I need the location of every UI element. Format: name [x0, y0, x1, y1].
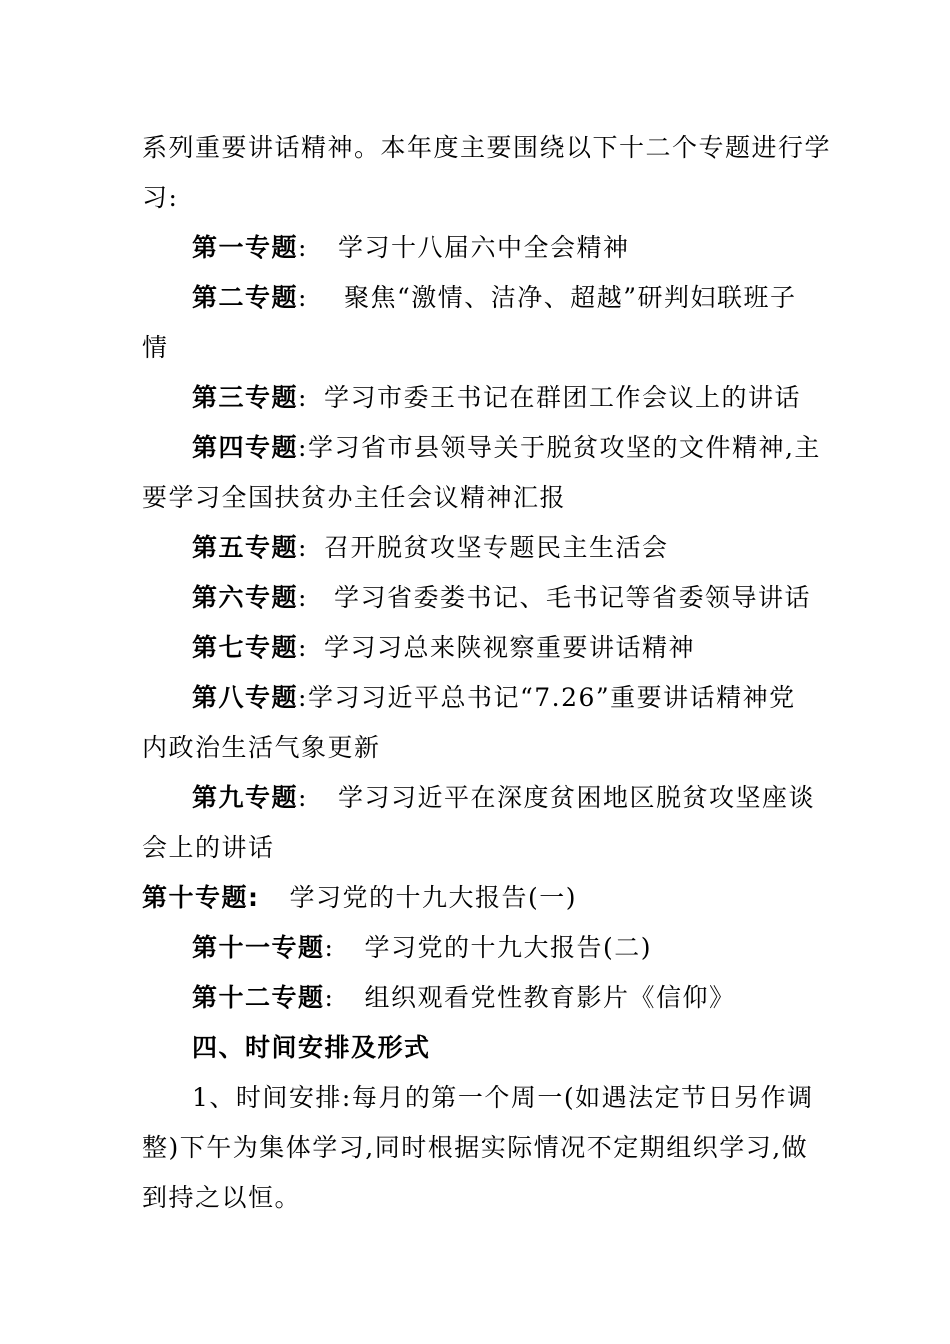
topic-1	[192, 233, 629, 263]
topic-9-text: 学习习近平在深度贫困地区脱贫攻坚座谈	[337, 783, 815, 812]
topic-5-colon: :	[298, 533, 308, 562]
section-para-line-1: 1、时间安排:每月的第一个周一(如遇法定节日另作调	[192, 1083, 814, 1112]
intro-line-1: 系列重要讲话精神。本年度主要围绕以下十二个专题进行学	[142, 133, 832, 162]
topic-4-colon: :	[298, 433, 308, 462]
topic-2-colon: :	[298, 283, 308, 312]
topic-2-label: 第二专题	[192, 283, 299, 312]
topic-2-continuation: 情	[142, 333, 169, 362]
section-para-line-3: 到持之以恒。	[142, 1183, 302, 1212]
topic-7-text: 学习习总来陕视察重要讲话精神	[323, 633, 695, 662]
topic-6-text: 学习省委娄书记、毛书记等省委领导讲话	[333, 583, 811, 612]
topic-4-label: 第四专题	[192, 433, 299, 462]
topic-10	[142, 883, 577, 913]
topic-8-text: 学习习近平总书记“7.26”重要讲话精神党	[307, 683, 796, 712]
topic-4	[192, 433, 821, 463]
section-para-line-2: 整)下午为集体学习,同时根据实际情况不定期组织学习,做	[142, 1133, 809, 1162]
topic-3	[192, 383, 801, 413]
topic-11	[192, 933, 652, 963]
topic-3-text: 学习市委王书记在群团工作会议上的讲话	[323, 383, 801, 412]
section-heading: 四、时间安排及形式	[192, 1033, 431, 1062]
topic-12-text: 组织观看党性教育影片《信仰》	[364, 983, 736, 1012]
topic-11-label: 第十一专题	[192, 933, 325, 962]
topic-7-label: 第七专题	[192, 633, 299, 662]
topic-5-label: 第五专题	[192, 533, 299, 562]
topic-7-colon: :	[298, 633, 308, 662]
topic-8-label: 第八专题	[192, 683, 299, 712]
topic-1-label: 第一专题	[192, 233, 299, 262]
topic-8-continuation: 内政治生活气象更新	[142, 733, 381, 762]
topic-8	[192, 683, 796, 713]
topic-1-colon: :	[298, 233, 308, 262]
topic-6-label: 第六专题	[192, 583, 299, 612]
topic-12-colon: :	[324, 983, 335, 1012]
topic-2-text: 聚焦“激情、洁净、超越”研判妇联班子	[343, 283, 797, 312]
topic-9-label: 第九专题	[192, 783, 299, 812]
topic-9-continuation: 会上的讲话	[142, 833, 275, 862]
topic-4-text: 学习省市县领导关于脱贫攻坚的文件精神,主	[307, 433, 821, 462]
topic-6	[192, 583, 811, 613]
topic-12	[192, 983, 735, 1013]
topic-2	[192, 283, 797, 313]
topic-9	[192, 783, 815, 813]
topic-1-text: 学习十八届六中全会精神	[337, 233, 630, 262]
topic-7	[192, 633, 695, 663]
topic-4-continuation: 要学习全国扶贫办主任会议精神汇报	[142, 483, 567, 512]
topic-8-colon: :	[298, 683, 308, 712]
topic-9-colon: :	[298, 783, 308, 812]
intro-line-2: 习:	[142, 183, 179, 212]
topic-10-colon: :	[248, 883, 260, 912]
topic-11-colon: :	[324, 933, 335, 962]
topic-3-colon: :	[298, 383, 308, 412]
topic-5-text: 召开脱贫攻坚专题民主生活会	[323, 533, 669, 562]
topic-10-label: 第十专题	[142, 883, 249, 912]
topic-12-label: 第十二专题	[192, 983, 325, 1012]
topic-3-label: 第三专题	[192, 383, 299, 412]
topic-10-text: 学习党的十九大报告(一)	[289, 883, 578, 912]
topic-5	[192, 533, 668, 563]
topic-11-text: 学习党的十九大报告(二)	[364, 933, 652, 962]
topic-6-colon: :	[298, 583, 308, 612]
